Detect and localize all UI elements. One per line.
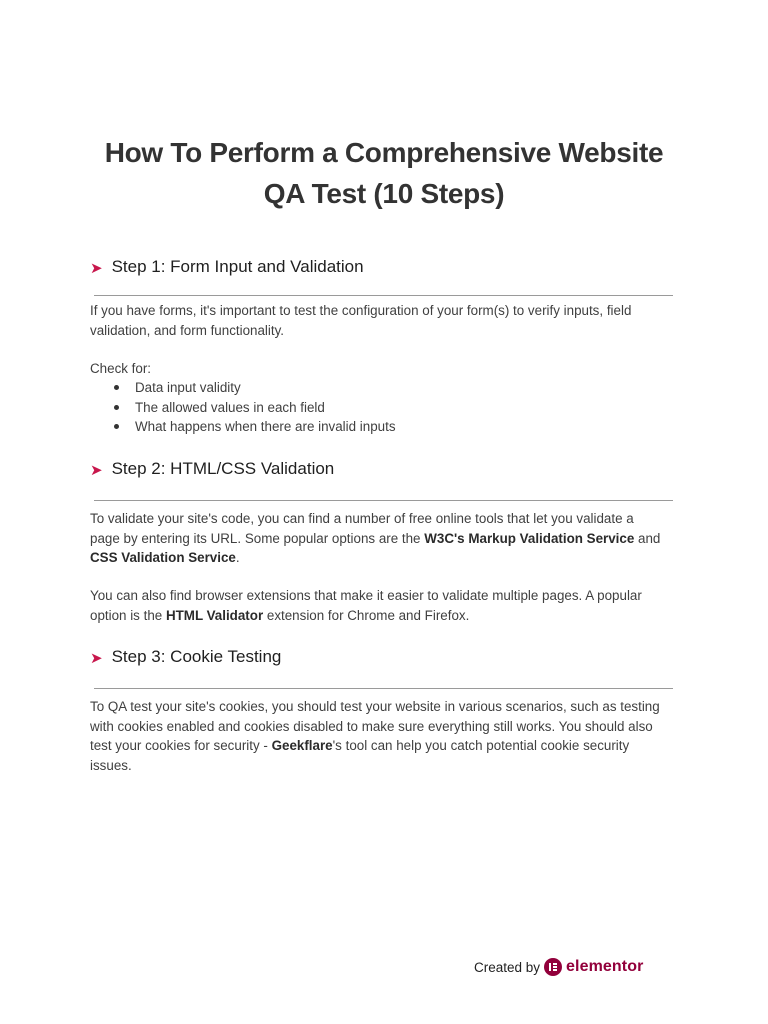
footer-credit[interactable]	[474, 958, 643, 976]
paragraph-line: with cookies enabled and cookies disabled to make sure everything still works. You should also	[90, 718, 653, 734]
check-for-label	[90, 359, 690, 379]
paragraph-line	[90, 548, 690, 568]
step-2-heading	[90, 459, 334, 479]
css-validation-service: CSS Validation Service	[90, 550, 236, 565]
paragraph-line	[90, 529, 690, 549]
step-1-title: Step 1: Form Input and Validation	[111, 257, 364, 276]
text-run: option is the	[90, 607, 166, 623]
created-by-label: Created by	[474, 959, 541, 975]
list-item: Data input validity	[90, 378, 396, 398]
step-3-paragraph	[90, 697, 690, 775]
step-3-title: Step 3: Cookie Testing	[111, 647, 282, 666]
text-run: 's tool can help you catch potential cookie security	[332, 738, 630, 753]
arrow-right-icon: ➤	[90, 649, 103, 667]
list-item: What happens when there are invalid inputs	[90, 417, 396, 437]
paragraph-line: To validate your site's code, you can find a number of free online tools that let you validate a	[90, 511, 634, 526]
paragraph-line: validation, and form functionality.	[90, 322, 285, 338]
list-item: The allowed values in each field	[90, 398, 396, 418]
title-line-2: QA Test (10 Steps)	[263, 178, 505, 209]
step-1-paragraph	[90, 301, 690, 340]
text-run: and	[634, 530, 661, 546]
text-run: extension for Chrome and Firefox.	[263, 607, 470, 623]
paragraph-line	[90, 606, 690, 626]
brand-name: elementor	[566, 958, 644, 975]
check-list	[90, 378, 396, 437]
paragraph-line: If you have forms, it's important to test the configuration of your form(s) to verify inputs, field	[90, 303, 632, 318]
step-2-paragraph-2	[90, 586, 690, 625]
step-1-heading	[90, 257, 364, 277]
check-for-text: Check for:	[90, 361, 152, 376]
elementor-logo-icon	[544, 958, 562, 976]
step-2-title: Step 2: HTML/CSS Validation	[111, 459, 335, 478]
paragraph-line: issues.	[90, 757, 132, 773]
divider	[94, 295, 673, 296]
divider	[94, 688, 673, 689]
w3c-markup-validation-service: W3C's Markup Validation Service	[424, 530, 635, 546]
title-line-1: How To Perform a Comprehensive Website	[104, 137, 664, 168]
text-run: .	[235, 550, 240, 565]
paragraph-line: You can also find browser extensions that make it easier to validate multiple pages. A popular	[90, 588, 642, 603]
text-run: page by entering its URL. Some popular options are the	[90, 530, 425, 546]
page-title	[0, 132, 768, 214]
text-run: test your cookies for security -	[90, 738, 272, 753]
step-2-paragraph-1	[90, 509, 690, 568]
geekflare: Geekflare	[271, 738, 333, 753]
arrow-right-icon: ➤	[90, 259, 103, 277]
step-3-heading	[90, 647, 281, 667]
paragraph-line: To QA test your site's cookies, you should test your website in various scenarios, such as testing	[90, 699, 660, 714]
arrow-right-icon: ➤	[90, 461, 103, 479]
divider	[94, 500, 673, 501]
paragraph-line	[90, 736, 690, 756]
html-validator: HTML Validator	[165, 607, 264, 623]
